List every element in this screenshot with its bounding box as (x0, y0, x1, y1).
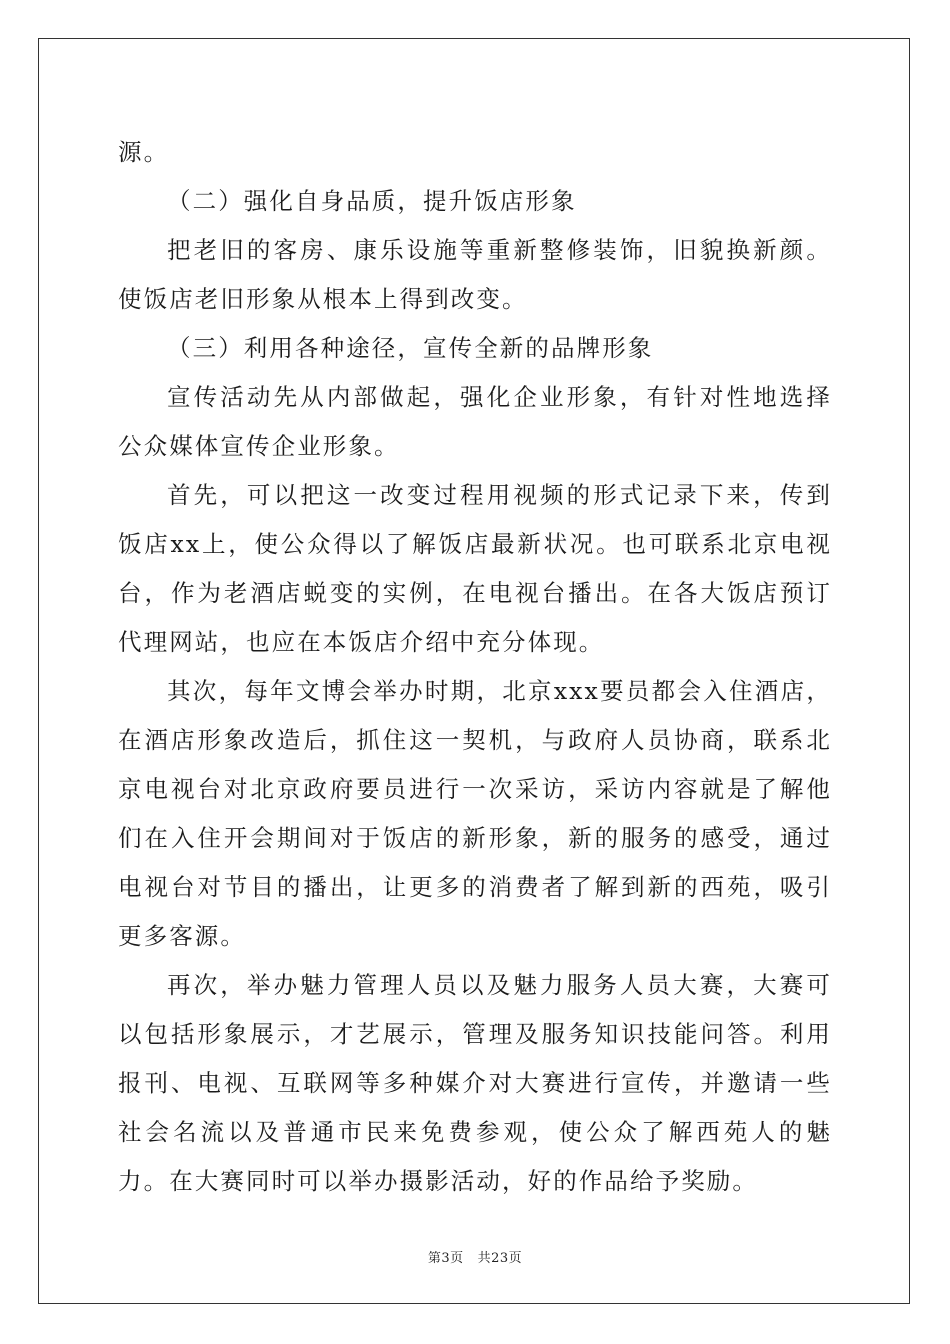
paragraph-third: 再次，举办魅力管理人员以及魅力服务人员大赛，大赛可以包括形象展示，才艺展示，管理及服务知识技能问答。利用报刊、电视、互联网等多种媒介对大赛进行宣传，并邀请一些社会名流以及普通市民来免费参观，使公众了解西苑人的魅力。在大赛同时可以举办摄影活动，好的作品给予奖励。 (118, 971, 832, 1195)
paragraph-continuation: 源。 (118, 138, 170, 166)
section-heading-2: （二）强化自身品质，提升饭店形象 (167, 187, 577, 215)
paragraph-second: 其次，每年文博会举办时期，北京xxx要员都会入住酒店，在酒店形象改造后，抓住这一契机，与政府人员协商，联系北京电视台对北京政府要员进行一次采访，采访内容就是了解他们在入住开会期间对于饭店的新形象，新的服务的感受，通过电视台对节目的播出，让更多的消费者了解到新的西苑，吸引更多客源。 (118, 677, 832, 950)
page-footer (0, 1247, 950, 1266)
paragraph-publicity: 宣传活动先从内部做起，强化企业形象，有针对性地选择公众媒体宣传企业形象。 (118, 383, 832, 460)
paragraph-renovation: 把老旧的客房、康乐设施等重新整修装饰，旧貌换新颜。使饭店老旧形象从根本上得到改变。 (118, 236, 832, 313)
document-body (118, 128, 832, 1206)
section-heading-3: （三）利用各种途径，宣传全新的品牌形象 (167, 334, 654, 362)
paragraph-first: 首先，可以把这一改变过程用视频的形式记录下来，传到饭店xx上，使公众得以了解饭店最新状况。也可联系北京电视台，作为老酒店蜕变的实例，在电视台播出。在各大饭店预订代理网站，也应在本饭店介绍中充分体现。 (118, 481, 832, 656)
page-number: 第3页 (427, 1251, 464, 1266)
page-total: 共23页 (477, 1251, 523, 1266)
